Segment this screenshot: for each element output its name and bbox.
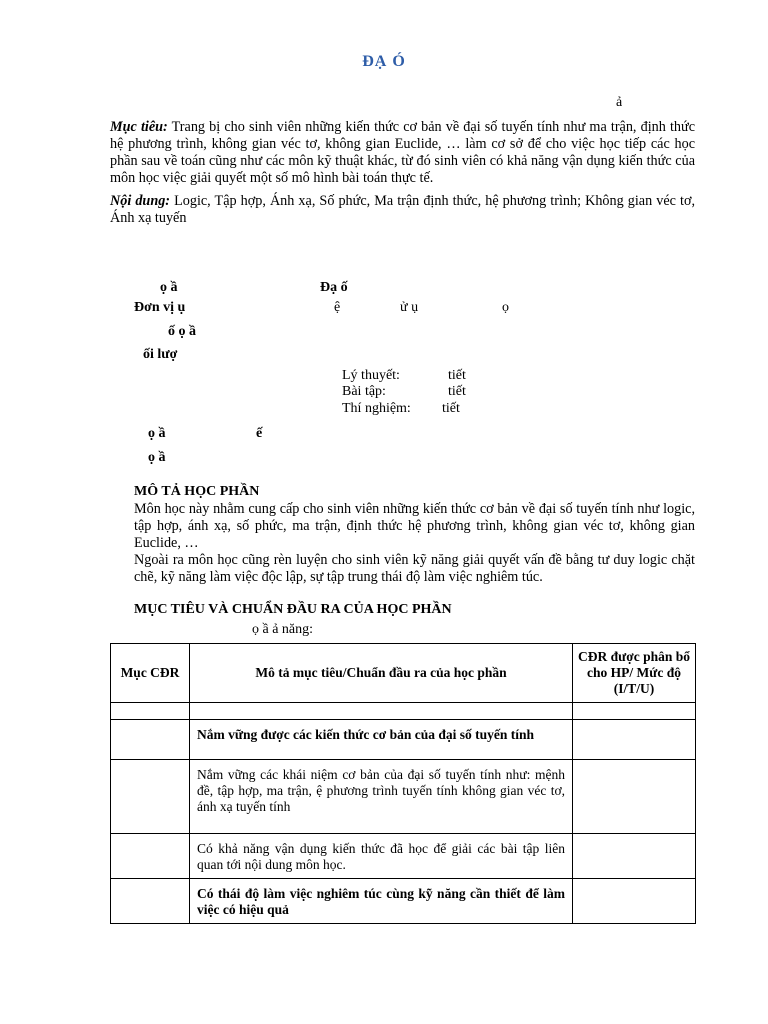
description-heading: MÔ TẢ HỌC PHẦN <box>134 484 260 499</box>
theory-unit: tiết <box>448 368 466 383</box>
table-cell-code <box>111 879 190 924</box>
objective-paragraph <box>110 119 695 187</box>
table-row <box>111 703 696 720</box>
table-cell-description <box>190 834 573 879</box>
table-cell-description <box>190 703 573 720</box>
theory-label: Lý thuyết: <box>342 368 400 383</box>
exercise-unit: tiết <box>448 384 466 399</box>
table-cell-code <box>111 760 190 834</box>
table-header-row <box>111 644 696 703</box>
credits-label: ố ọ ầ <box>168 324 196 339</box>
prerequisite-value: ế <box>256 426 263 441</box>
column-header-description: Mô tả mục tiêu/Chuẩn đầu ra của học phần <box>190 644 573 703</box>
table-cell-allocation <box>573 834 696 879</box>
goals-subline: ọ ầ ả năng: <box>252 622 314 637</box>
course-name-value: Đạ ố <box>320 280 348 295</box>
table-cell-allocation <box>573 879 696 924</box>
column-header-code: Mục CĐR <box>111 644 190 703</box>
table-row <box>111 879 696 924</box>
table-cell-allocation <box>573 760 696 834</box>
row-description: Có khả năng vận dụng kiến thức đã học để giải các bài tập liên quan tới nội dung môn học. <box>197 841 565 872</box>
table-cell-description <box>190 879 573 924</box>
table-cell-allocation <box>573 703 696 720</box>
objective-label: Mục tiêu: <box>110 119 168 135</box>
table-cell-code <box>111 720 190 760</box>
document-title: ĐẠ Ó <box>362 53 406 70</box>
goals-heading: MỤC TIÊU VÀ CHUẨN ĐẦU RA CỦA HỌC PHẦN <box>134 602 452 617</box>
unit-label: Đơn vị ụ <box>134 300 186 315</box>
objective-text: Trang bị cho sinh viên những kiến thức cơ bản về đại số tuyến tính như ma trận, định thức hệ phương trình, không gian véc tơ, không gian Euclide, … làm cơ sở để cho việc học tiếp các học phần sau về toán cũng như các môn kỹ thuật khác, từ đó sinh viên có khả năng vận dụng kiến thức của môn học việc giải quyết một số mô hình bài toán thực tế. <box>110 119 696 186</box>
table-cell-code <box>111 834 190 879</box>
table-cell-description <box>190 760 573 834</box>
table-row <box>111 720 696 760</box>
column-header-allocation: CĐR được phân bổ cho HP/ Mức độ (I/T/U) <box>573 644 696 703</box>
prerequisite-label: ọ ầ <box>148 426 166 441</box>
lab-unit: tiết <box>442 401 460 416</box>
course-name-label: ọ ầ <box>160 280 178 295</box>
table-cell-description <box>190 720 573 760</box>
goals-table <box>110 643 696 924</box>
table-cell-code <box>111 703 190 720</box>
exercise-label: Bài tập: <box>342 384 386 399</box>
corequisite-label: ọ ầ <box>148 450 166 465</box>
workload-label: ối lượ <box>143 347 178 362</box>
row-description: Nắm vững các khái niệm cơ bản của đại số tuyến tính như: mệnh đề, tập hợp, ma trận, ệ phương trình tuyến tính không gian véc tơ, ánh xạ tuyến tính <box>197 767 565 814</box>
row-description: Nắm vững được các kiến thức cơ bản của đại số tuyến tính <box>197 727 535 742</box>
table-row <box>111 834 696 879</box>
subtitle-fragment: ả <box>616 95 623 110</box>
row-description: Có thái độ làm việc nghiêm túc cùng kỹ năng cần thiết để làm việc có hiệu quả <box>197 886 565 917</box>
table-cell-allocation <box>573 720 696 760</box>
description-paragraph-1: Môn học này nhằm cung cấp cho sinh viên những kiến thức cơ bản về đại số tuyến tính như logic, tập hợp, ánh xạ, số phức, ma trận, định thức hệ phương trình, không gian véc tơ, không gian Euclide, … <box>134 501 695 551</box>
lab-label: Thí nghiệm: <box>342 401 411 416</box>
unit-value-1: ệ <box>334 300 341 315</box>
content-paragraph <box>110 193 695 227</box>
description-paragraph-2: Ngoài ra môn học cũng rèn luyện cho sinh viên kỹ năng giải quyết vấn đề bằng tư duy logic chặt chẽ, kỹ năng làm việc độc lập, sự tập trung thái độ làm việc nghiêm túc. <box>134 552 695 585</box>
unit-value-3: ọ <box>502 300 509 315</box>
content-text: Logic, Tập hợp, Ánh xạ, Số phức, Ma trận định thức, hệ phương trình; Không gian véc tơ, Ánh xạ tuyến <box>110 193 695 226</box>
content-label: Nội dung: <box>110 193 171 209</box>
table-row <box>111 760 696 834</box>
unit-value-2: ử ụ <box>400 300 419 315</box>
